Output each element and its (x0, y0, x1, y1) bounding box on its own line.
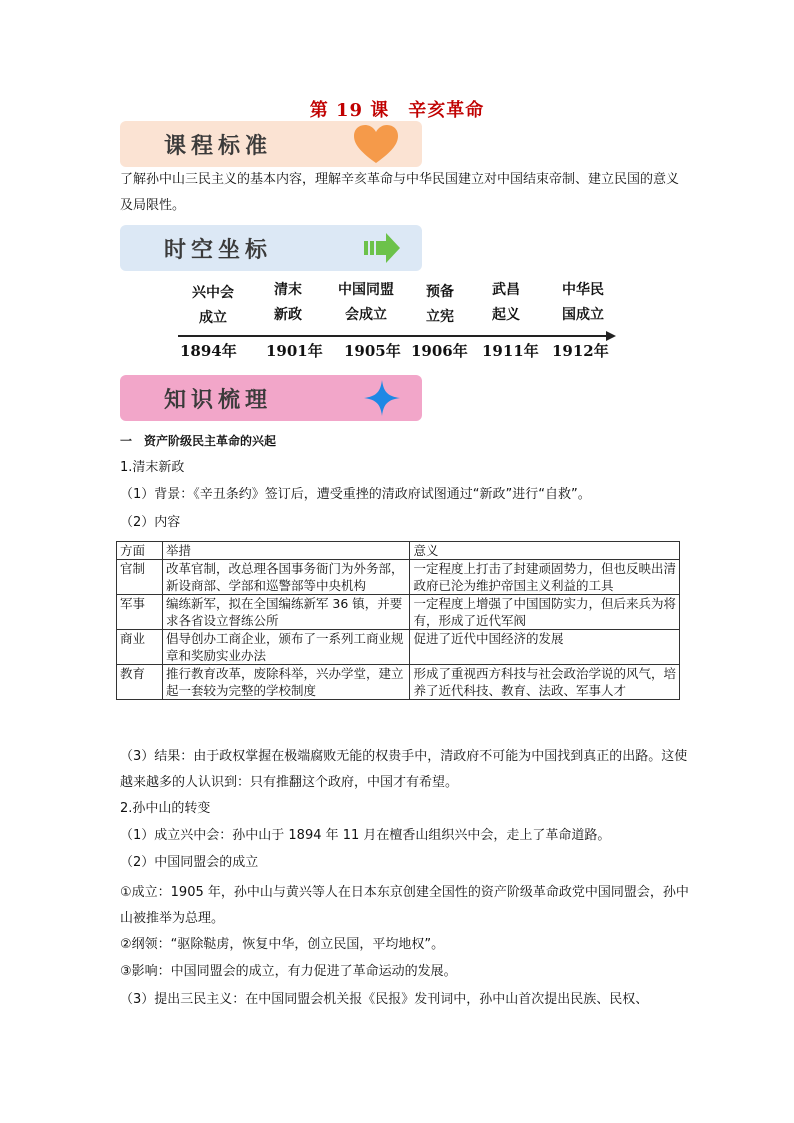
timeline-year: 1901年 (266, 342, 323, 360)
s2-line: （2）中国同盟会的成立 (120, 855, 259, 870)
star-icon (364, 380, 400, 416)
timeline-event: 中华民 国成立 (562, 282, 604, 323)
reform-table (116, 541, 680, 700)
timeline-event: 清末 新政 (274, 282, 302, 323)
timeline-event: 预备 立宪 (426, 284, 454, 325)
banner-label: 时空坐标 (164, 237, 273, 263)
table-cell: 倡导创办工商企业，颁布了一系列工商业规章和奖励实业办法 (162, 630, 410, 665)
table-cell: 商业 (117, 630, 163, 665)
table-cell: 促进了近代中国经济的发展 (410, 630, 680, 665)
banner-label: 课程标准 (164, 133, 273, 159)
table-cell: 军事 (117, 595, 163, 630)
timeline-event: 武昌 起义 (492, 282, 520, 323)
s1-content: （2）内容 (120, 515, 181, 530)
s2-line: ③影响：中国同盟会的成立，有力促进了革命运动的发展。 (120, 964, 457, 979)
table-cell: 教育 (117, 665, 163, 700)
s1-result: （3）结果：由于政权掌握在极端腐败无能的权贵手中，清政府不可能为中国找到真正的出路。这使越来越多的人认识到：只有推翻这个政府，中国才有希望。 (120, 749, 688, 790)
table-cell: 官制 (117, 560, 163, 595)
table-cell: 编练新军，拟在全国编练新军 36 镇，并要求各省设立督练公所 (162, 595, 410, 630)
table-row (117, 665, 680, 700)
arrow-right-icon (364, 231, 402, 265)
s1-heading: 1.清末新政 (120, 460, 185, 475)
timeline-axis (178, 335, 608, 337)
timeline-year: 1906年 (411, 342, 468, 360)
timeline-event: 兴中会 成立 (192, 285, 234, 326)
s1-background: （1）背景：《辛丑条约》签订后，遭受重挫的清政府试图通过“新政”进行“自救”。 (120, 487, 591, 502)
table-header: 意义 (410, 542, 680, 560)
table-header: 举措 (162, 542, 410, 560)
banner-label: 知识梳理 (164, 387, 273, 413)
s2-line: ②纲领：“驱除鞑虏，恢复中华，创立民国，平均地权”。 (120, 937, 445, 952)
table-cell: 一定程度上打击了封建顽固势力，但也反映出清政府已沦为维护帝国主义利益的工具 (410, 560, 680, 595)
s2-line: ①成立：1905 年，孙中山与黄兴等人在日本东京创建全国性的资产阶级革命政党中国同盟会，孙中山被推举为总理。 (120, 885, 689, 926)
timeline-year: 1912年 (552, 342, 609, 360)
table-row (117, 560, 680, 595)
heart-icon (352, 123, 400, 165)
table-row (117, 630, 680, 665)
section-banner-knowledge (120, 375, 422, 421)
table-cell: 形成了重视西方科技与社会政治学说的风气，培养了近代科技、教育、法政、军事人才 (410, 665, 680, 700)
timeline-year: 1911年 (482, 342, 539, 360)
timeline-year: 1894年 (180, 342, 237, 360)
timeline-year: 1905年 (344, 342, 401, 360)
part1-heading: 一 资产阶级民主革命的兴起 (120, 434, 277, 448)
table-cell: 一定程度上增强了中国国防实力，但后来兵为将有，形成了近代军阀 (410, 595, 680, 630)
table-row (117, 595, 680, 630)
s2-line: （1）成立兴中会：孙中山于 1894 年 11 月在檀香山组织兴中会，走上了革命道路。 (120, 828, 611, 843)
table-cell: 推行教育改革，废除科举，兴办学堂，建立起一套较为完整的学校制度 (162, 665, 410, 700)
table-header: 方面 (117, 542, 163, 560)
table-cell: 改革官制，改总理各国事务衙门为外务部，新设商部、学部和巡警部等中央机构 (162, 560, 410, 595)
timeline-event: 中国同盟 会成立 (338, 282, 394, 323)
standard-text: 了解孙中山三民主义的基本内容，理解辛亥革命与中华民国建立对中国结束帝制、建立民国的意义及局限性。 (120, 172, 680, 213)
s2-heading: 2.孙中山的转变 (120, 801, 211, 816)
table-header-row (117, 542, 680, 560)
section-banner-spacetime (120, 225, 422, 271)
page-title: 第 19 课 辛亥革命 (309, 100, 485, 121)
section-banner-standard (120, 121, 422, 167)
s2-line: （3）提出三民主义：在中国同盟会机关报《民报》发刊词中，孙中山首次提出民族、民权、 (120, 992, 649, 1007)
